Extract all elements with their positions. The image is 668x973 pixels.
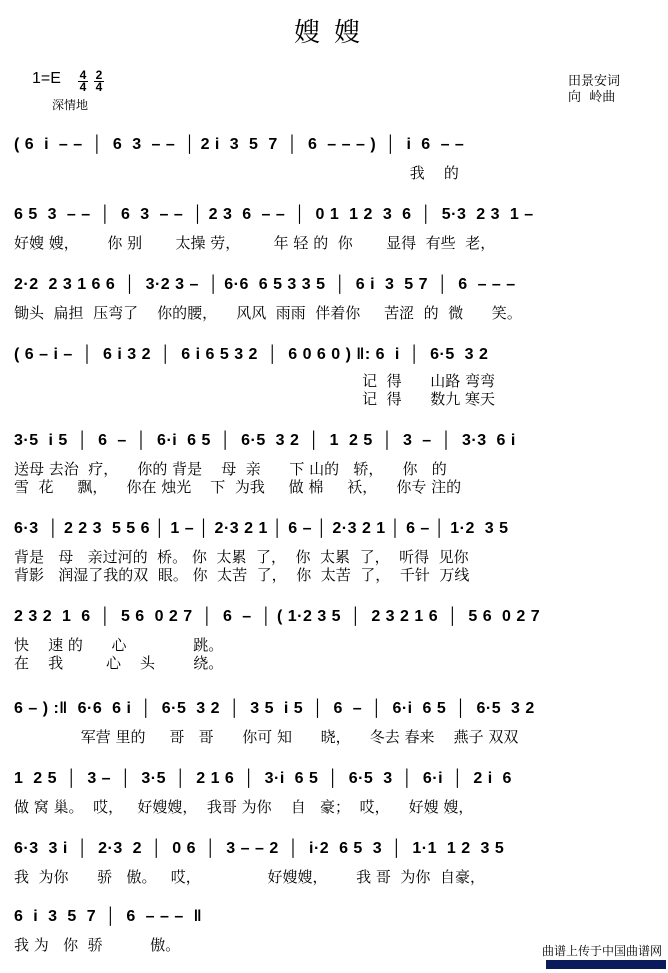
composer-credit: 向 岭曲 [568, 90, 616, 105]
lyrics-verse-1: 做 窝 巢。 哎， 好嫂嫂， 我哥 为你 自 豪； 哎， 好嫂 嫂， [14, 798, 474, 816]
score-line-7 [14, 604, 656, 672]
lyrics-verse-1: 快 速 的 心 跳。 [14, 636, 224, 654]
score-line-6 [14, 516, 656, 584]
time-sig-numerator: 2 [95, 68, 103, 82]
notation: 2 3 2 1 6 │ 5 6 0 2 7 │ 6 – │ ( 1·2 3 5 │ 2 3 2 1 6 │ 5 6 0 2 7 [14, 608, 541, 625]
lyrics-verse-1: 好嫂 嫂， 你 别 太操 劳， 年 轻 的 你 显得 有些 老， [14, 234, 496, 252]
score-line-10 [14, 836, 656, 888]
lyrics-verse-1: 记 得 山路 弯弯 [14, 372, 495, 390]
score-line-5 [14, 428, 656, 496]
lyrics-verse-2: 背影 润湿了我的双 眼。 你 太苦 了， 你 太苦 了， 千针 万线 [14, 566, 470, 584]
time-signature-2-4 [94, 70, 104, 93]
notation: 1 2 5 │ 3 – │ 3·5 │ 2 1 6 │ 3·i 6 5 │ 6·5 3 │ 6·i │ 2 i 6 [14, 770, 512, 787]
score-line-9 [14, 766, 656, 818]
lyrics-verse-1: 锄头 扁担 压弯了 你的腰， 风风 雨雨 伴着你 苦涩 的 微 笑。 [14, 304, 522, 322]
time-signature-4-4 [78, 70, 88, 93]
score-line-4 [14, 342, 656, 408]
lyrics-verse-2: 记 得 数九 寒天 [14, 390, 495, 408]
lyrics-verse-1: 背是 母 亲过河的 桥。 你 太累 了， 你 太累 了， 听得 见你 [14, 548, 469, 566]
song-title: 嫂嫂 [293, 18, 374, 48]
lyrics-verse-2: 雪 花 飘， 你在 烛光 下 为我 做 棉 袄， 你专 注的 [14, 478, 462, 496]
score-line-2 [14, 202, 656, 254]
footer-banner-strip [546, 960, 666, 969]
time-sig-denominator: 4 [79, 80, 87, 94]
notation: 6·3 3 i │ 2·3 2 │ 0 6 │ 3 – – 2 │ i·2 6 5 3 │ 1·1 1 2 3 5 [14, 840, 505, 857]
key-signature: 1=E [32, 70, 61, 87]
time-sig-denominator: 4 [95, 80, 103, 94]
notation: 3·5 i 5 │ 6 – │ 6·i 6 5 │ 6·5 3 2 │ 1 2 5 │ 3 – │ 3·3 6 i [14, 432, 516, 449]
notation: 2·2 2 3 1 6 6 │ 3·2 3 – │ 6·6 6 5 3 3 5 │ 6 i 3 5 7 │ 6 – – – [14, 276, 516, 293]
lyrics-verse-1: 军营 里的 哥 哥 你可 知 晓， 冬去 春来 燕子 双双 [14, 728, 519, 746]
score-line-3 [14, 272, 656, 324]
lyrics-verse-1: 我 为你 骄 傲。 哎， 好嫂嫂， 我 哥 为你 自豪， [14, 868, 485, 886]
lyrics-verse-1: 送母 去治 疗， 你的 背是 母 亲 下 山的 轿， 你 的 [14, 460, 447, 478]
score-line-8 [14, 696, 656, 748]
lyrics-verse-1: 我 的 [14, 164, 459, 182]
notation: 6·3 │ 2 2 3 5 5 6 │ 1 – │ 2·3 2 1 │ 6 – │ 2·3 2 1 │ 6 – │ 1·2 3 5 [14, 520, 509, 537]
notation: ( 6 – i – │ 6 i 3 2 │ 6 i 6 5 3 2 │ 6 0 6 0 ) ‖: 6 i │ 6·5 3 2 [14, 346, 489, 363]
lyrics-verse-1: 我 为 你 骄 傲。 [14, 936, 181, 954]
notation: 6 – ) :‖ 6·6 6 i │ 6·5 3 2 │ 3 5 i 5 │ 6 – │ 6·i 6 5 │ 6·5 3 2 [14, 700, 535, 717]
time-sig-numerator: 4 [79, 68, 87, 82]
tempo-marking: 深情地 [52, 98, 89, 112]
site-footer: 曲谱上传于中国曲谱网 [541, 944, 662, 958]
lyricist-credit: 田景安词 [568, 74, 621, 89]
notation: 6 5 3 – – │ 6 3 – – │ 2 3 6 – – │ 0 1 1 2 3 6 │ 5·3 2 3 1 – [14, 206, 534, 223]
lyrics-verse-2: 在 我 心 头 绕。 [14, 654, 224, 672]
score-line-1 [14, 132, 656, 184]
notation: ( 6 i – – │ 6 3 – – │ 2 i 3 5 7 │ 6 – – – ) │ i 6 – – [14, 136, 465, 153]
notation: 6 i 3 5 7 │ 6 – – – ‖ [14, 908, 203, 925]
